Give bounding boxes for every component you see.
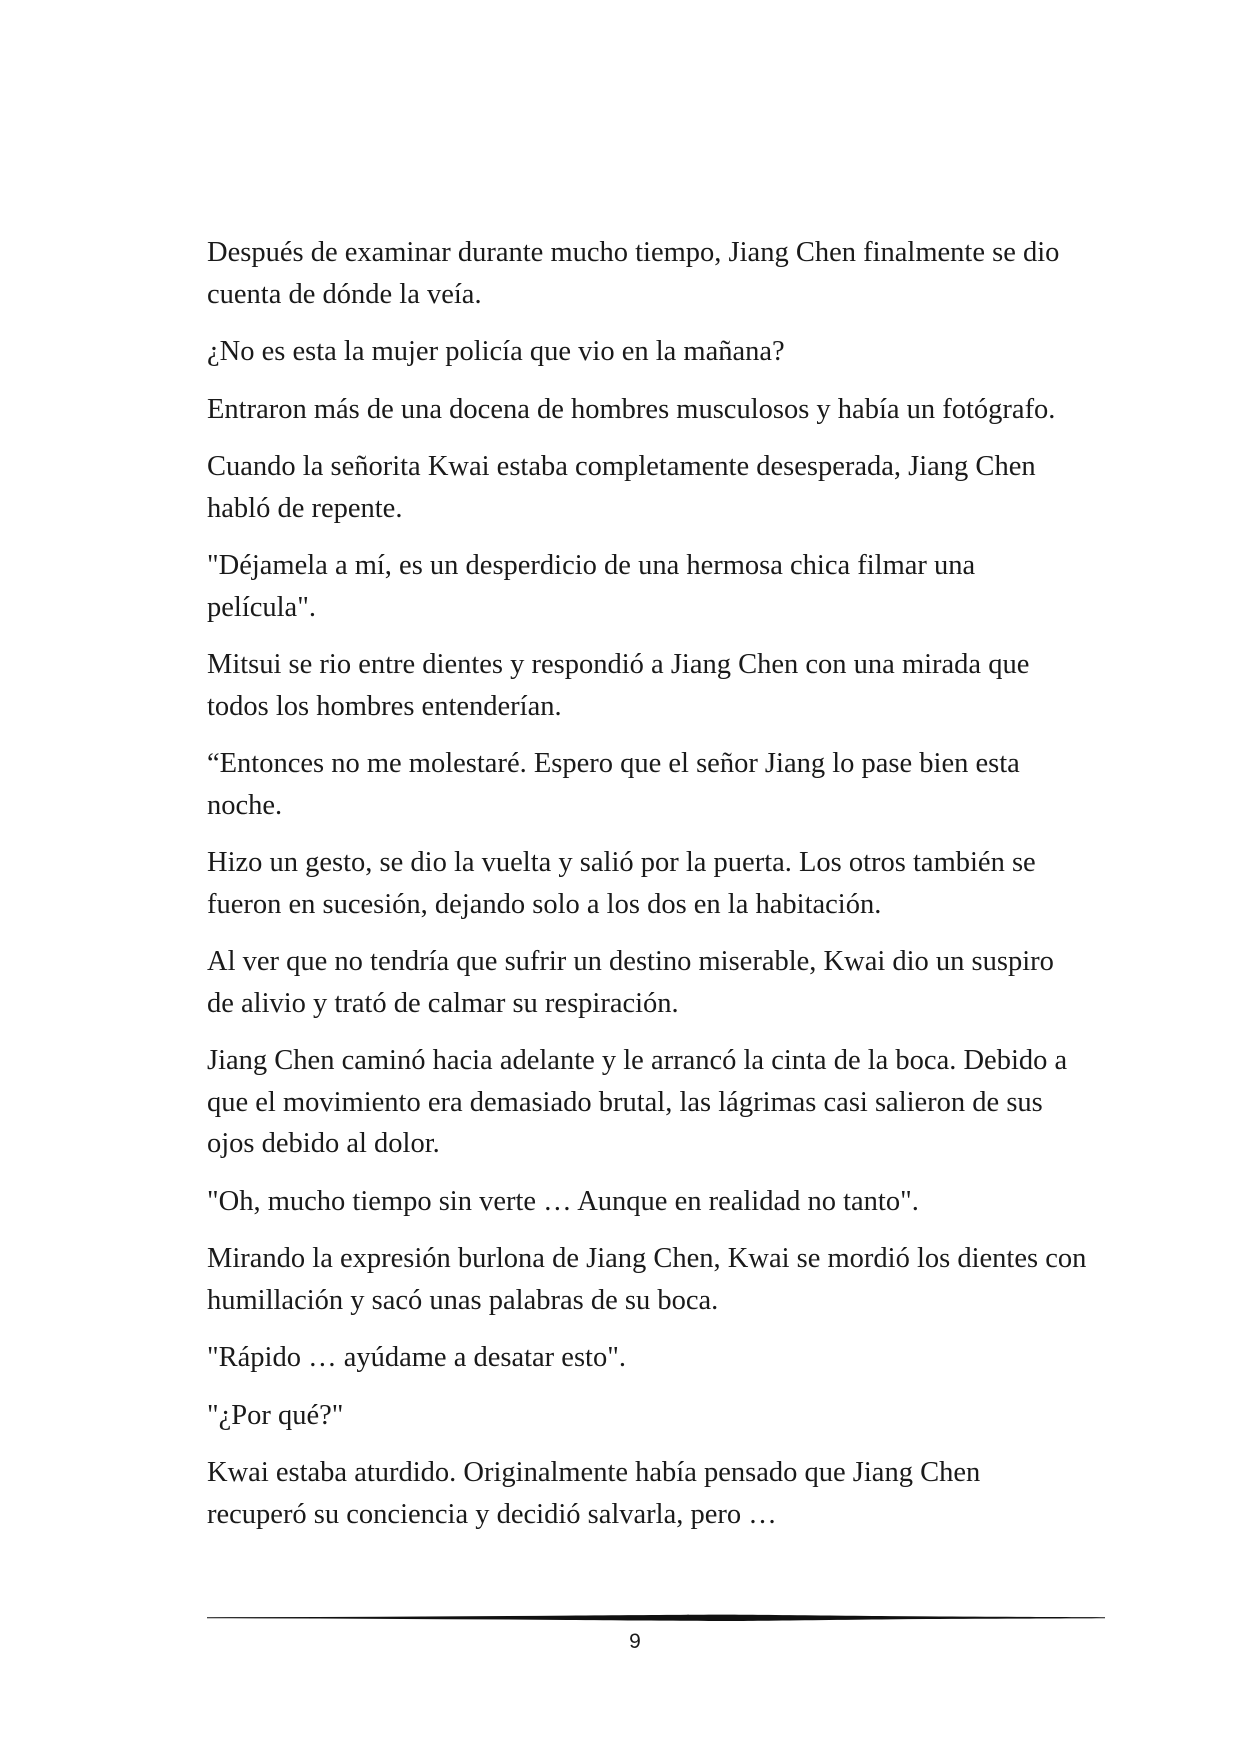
paragraph: Cuando la señorita Kwai estaba completamente desesperada, Jiang Chen habló de repente. bbox=[207, 451, 1036, 524]
paragraph: Mirando la expresión burlona de Jiang Chen, Kwai se mordió los dientes con humillación y sacó unas palabras de su boca. bbox=[207, 1243, 1087, 1316]
paragraph: Después de examinar durante mucho tiempo, Jiang Chen finalmente se dio cuenta de dónde la veía. bbox=[207, 237, 1060, 310]
paragraph: "Oh, mucho tiempo sin verte … Aunque en realidad no tanto". bbox=[207, 1185, 919, 1217]
paragraph: "¿Por qué?" bbox=[207, 1399, 344, 1431]
paragraph: ¿No es esta la mujer policía que vio en la mañana? bbox=[207, 336, 785, 367]
paragraph: Al ver que no tendría que sufrir un destino miserable, Kwai dio un suspiro de alivio y trató de calmar su respiración. bbox=[207, 946, 1054, 1019]
paragraph: Entraron más de una docena de hombres musculosos y había un fotógrafo. bbox=[207, 393, 1056, 425]
paragraph: Jiang Chen caminó hacia adelante y le arrancó la cinta de la boca. Debido a que el movimiento era demasiado brutal, las lágrimas casi salieron de sus ojos debido al dolor. bbox=[207, 1045, 1068, 1159]
paragraph: Kwai estaba aturdido. Originalmente había pensado que Jiang Chen recuperó su conciencia y decidió salvarla, pero … bbox=[207, 1457, 981, 1530]
paragraph: "Rápido … ayúdame a desatar esto". bbox=[207, 1342, 626, 1373]
body-text bbox=[207, 232, 1087, 1551]
paragraph: “Entonces no me molestaré. Espero que el señor Jiang lo pase bien esta noche. bbox=[207, 748, 1020, 821]
paragraph: Hizo un gesto, se dio la vuelta y salió por la puerta. Los otros también se fueron en sucesión, dejando solo a los dos en la habitación. bbox=[207, 847, 1036, 920]
footer-rule bbox=[207, 1612, 1105, 1624]
paragraph: "Déjamela a mí, es un desperdicio de una hermosa chica filmar una película". bbox=[207, 550, 976, 623]
paragraph: Mitsui se rio entre dientes y respondió a Jiang Chen con una mirada que todos los hombres entenderían. bbox=[207, 649, 1030, 722]
page-number: 9 bbox=[629, 1630, 641, 1653]
